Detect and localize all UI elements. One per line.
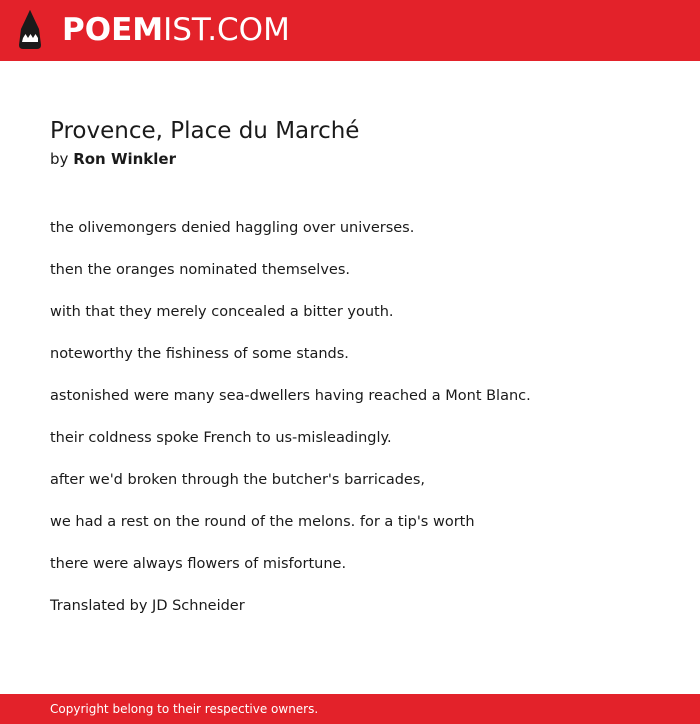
byline xyxy=(50,148,660,170)
logo-bold-text: POEM xyxy=(62,12,164,48)
site-footer xyxy=(0,694,700,724)
translator-credit: Translated by JD Schneider xyxy=(50,598,245,614)
poem-line: then the oranges nominated themselves. xyxy=(50,262,350,278)
poem-title: Provence, Place du Marché xyxy=(50,118,360,144)
poem-line: their coldness spoke French to us-misleadingly. xyxy=(50,430,392,446)
pencil-icon[interactable] xyxy=(17,9,43,51)
poem-content xyxy=(50,116,660,638)
poem-line: with that they merely concealed a bitter youth. xyxy=(50,304,394,320)
poem-line: noteworthy the fishiness of some stands. xyxy=(50,346,349,362)
site-logo-link[interactable] xyxy=(62,10,290,50)
copyright-text: Copyright belong to their respective owners. xyxy=(50,702,319,716)
site-header xyxy=(0,0,700,61)
by-label: by xyxy=(50,150,69,168)
poem-line: we had a rest on the round of the melons. for a tip's worth xyxy=(50,514,475,530)
poem-body xyxy=(50,218,660,616)
logo-light-text: IST.COM xyxy=(163,12,290,48)
poem-line: the olivemongers denied haggling over universes. xyxy=(50,220,415,236)
poem-line: astonished were many sea-dwellers having reached a Mont Blanc. xyxy=(50,388,531,404)
poem-line: there were always flowers of misfortune. xyxy=(50,556,347,572)
author-link[interactable]: Ron Winkler xyxy=(73,150,176,168)
poem-line: after we'd broken through the butcher's barricades, xyxy=(50,472,426,488)
